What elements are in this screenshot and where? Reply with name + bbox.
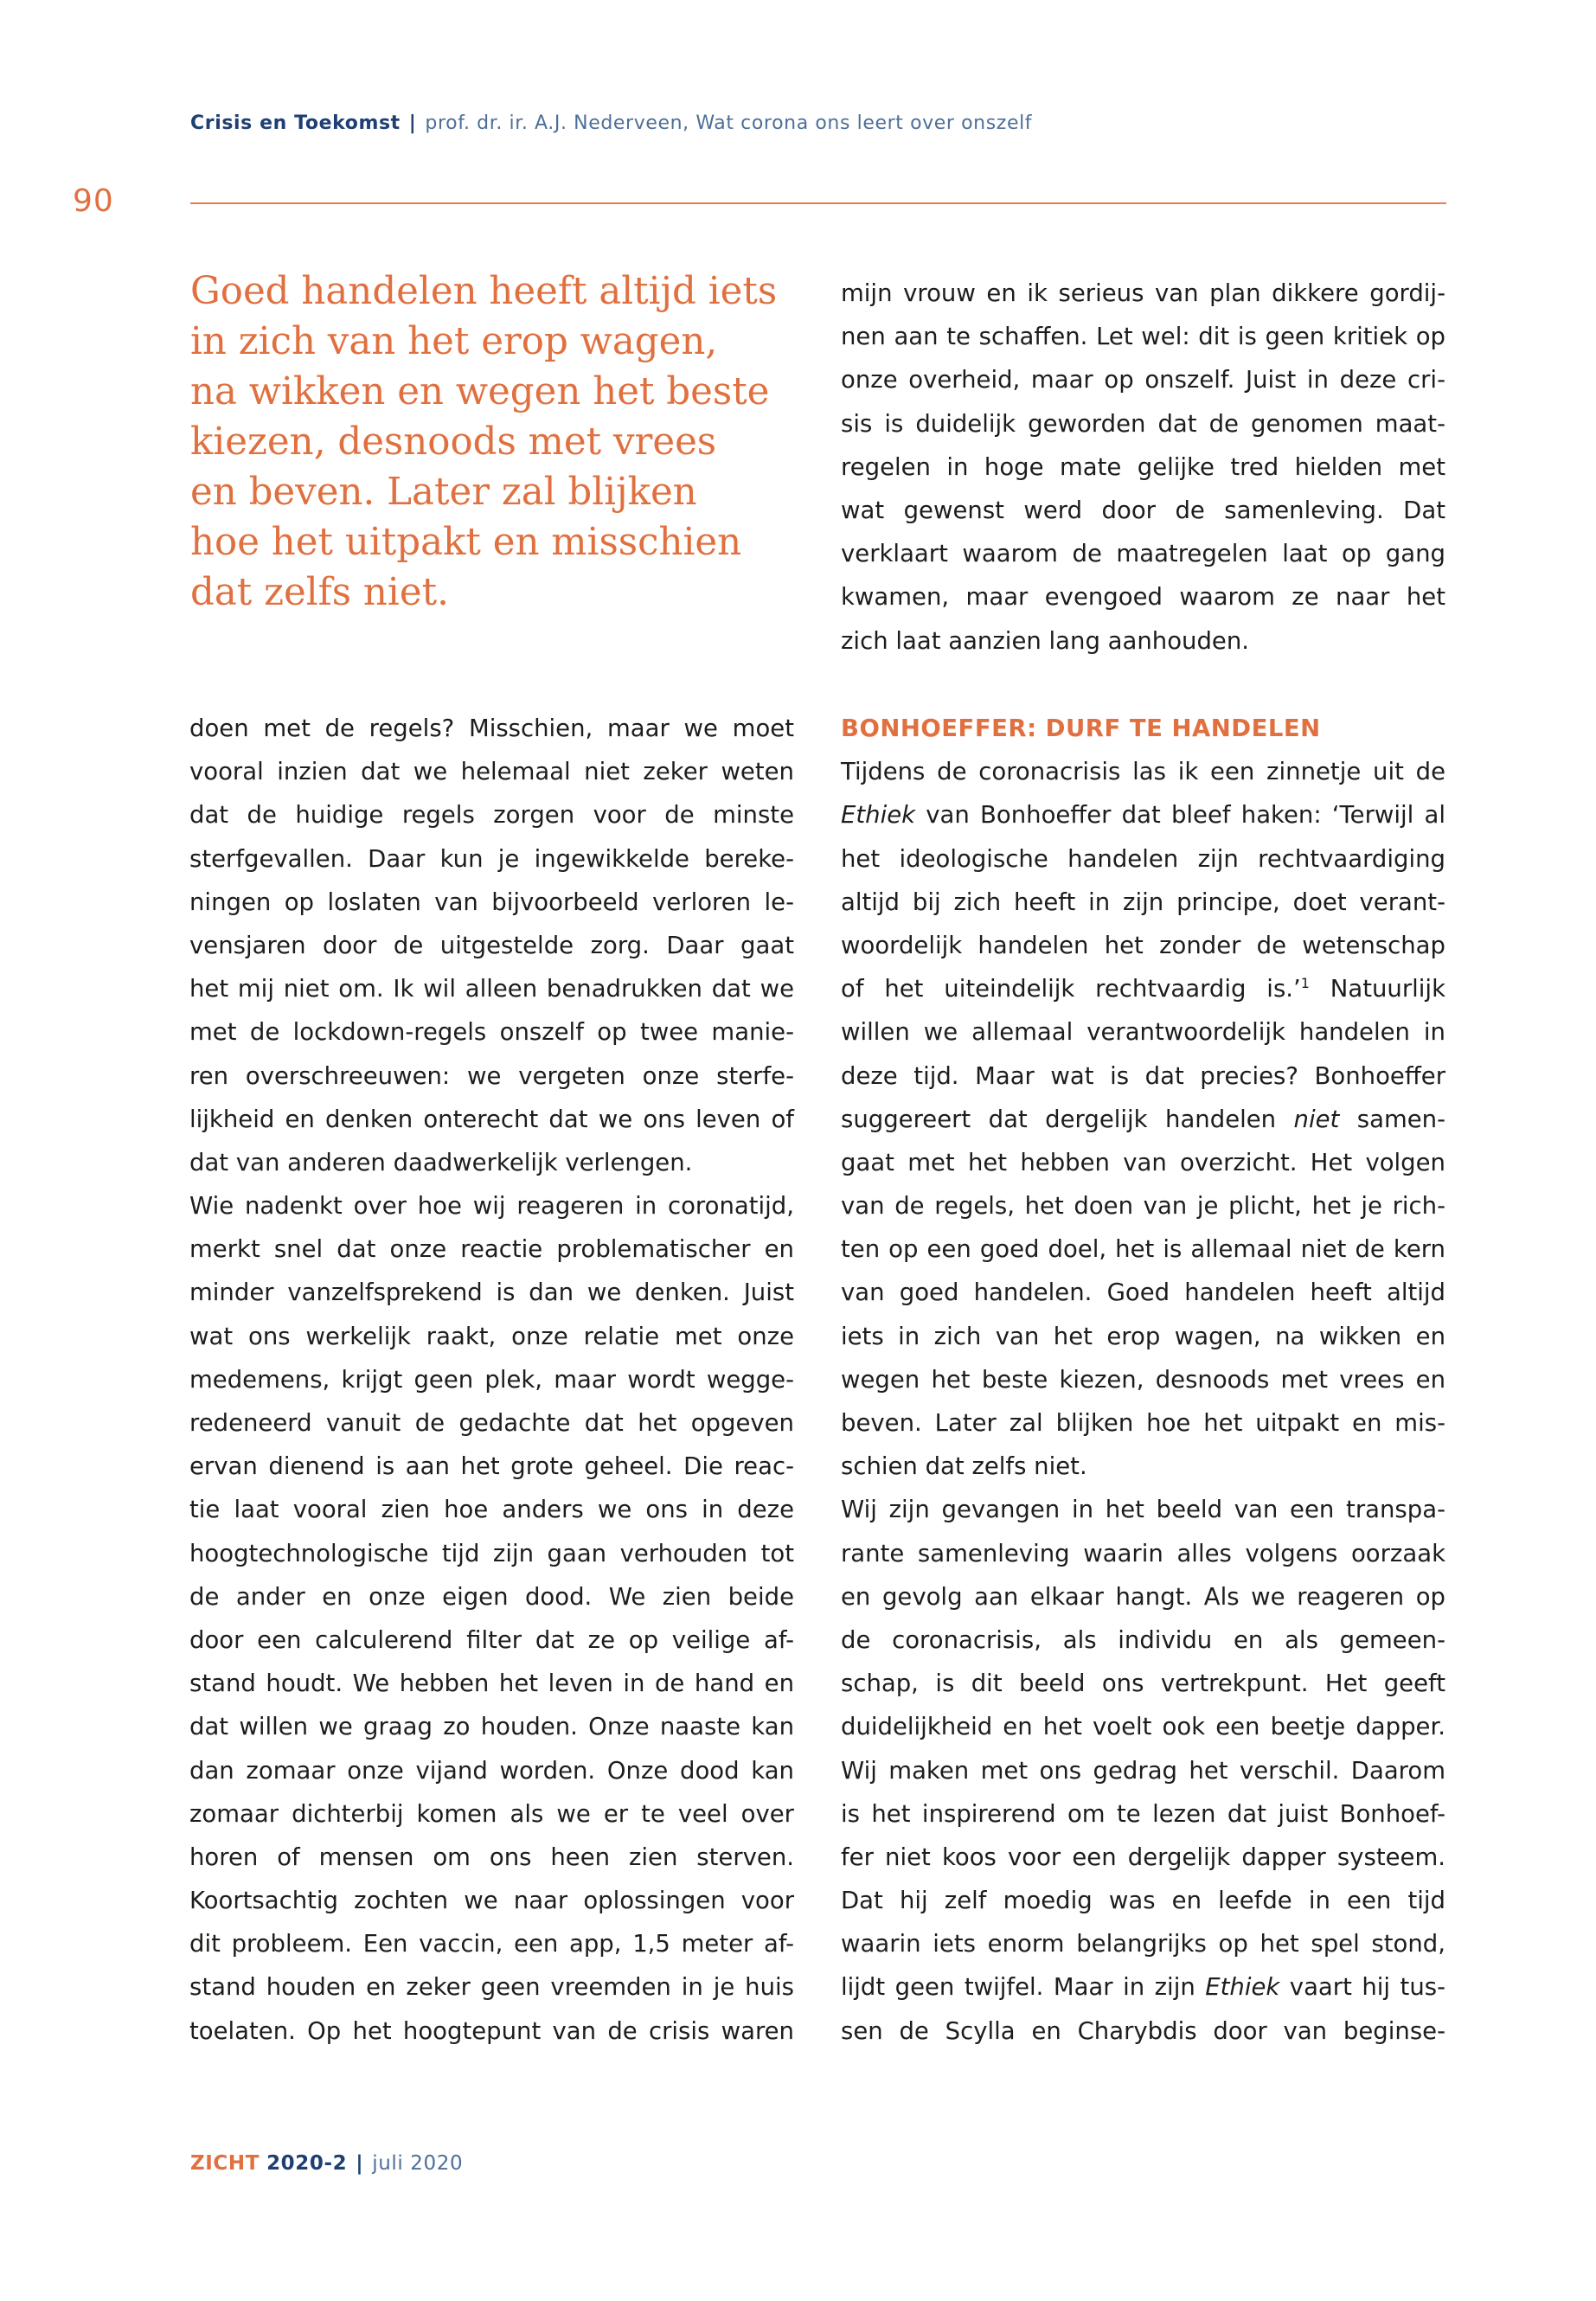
page-footer <box>190 2152 463 2175</box>
text-line: ren overschreeuwen: we vergeten onze sterfe- <box>189 1061 794 1090</box>
section-heading: BONHOEFFER: DURF TE HANDELEN <box>841 715 1321 742</box>
text-line: onze overheid, maar op onszelf. Juist in deze cri- <box>841 366 1445 394</box>
text-line: vensjaren door de uitgestelde zorg. Daar gaat <box>189 931 794 959</box>
text-line: en gevolg aan elkaar hangt. Als we reageren op <box>841 1582 1445 1611</box>
text-line: door een calculerend filter dat ze op veilige af- <box>189 1625 794 1654</box>
text-line: het ideologische handelen zijn rechtvaardiging <box>841 844 1445 873</box>
text-line: dan zomaar onze vijand worden. Onze dood kan <box>189 1756 794 1785</box>
pull-quote-line: in zich van het erop wagen, <box>190 320 718 363</box>
pull-quote-line: en beven. Later zal blijken <box>190 471 697 514</box>
text-line: ervan dienend is aan het grote geheel. Die reac- <box>189 1452 794 1481</box>
text-line: tie laat vooral zien hoe anders we ons in deze <box>189 1496 794 1524</box>
text-line: van goed handelen. Goed handelen heeft altijd <box>841 1279 1445 1307</box>
text-line: stand houden en zeker geen vreemden in je huis <box>189 1973 794 2002</box>
text-line: minder vanzelfsprekend is dan we denken. Juist <box>189 1279 794 1307</box>
text-line: deze tijd. Maar wat is dat precies? Bonhoeffer <box>841 1061 1445 1090</box>
text-line: het mij niet om. Ik wil alleen benadrukken dat we <box>189 975 794 1003</box>
left-column-body <box>189 707 794 2053</box>
text-line: de coronacrisis, als individu en als gemeen- <box>841 1625 1445 1654</box>
text-line: Wij maken met ons gedrag het verschil. Daarom <box>841 1756 1445 1785</box>
text-line: is het inspirerend om te lezen dat juist Bonhoef- <box>841 1799 1445 1828</box>
text-line: Tijdens de coronacrisis las ik een zinnetje uit de <box>841 758 1445 786</box>
text-line: redeneerd vanuit de gedachte dat het opgeven <box>189 1409 794 1437</box>
text-line: ningen op loslaten van bijvoorbeeld verloren le- <box>189 888 794 916</box>
text-line: wegen het beste kiezen, desnoods met vrees en <box>841 1365 1445 1394</box>
pull-quote-line: kiezen, desnoods met vrees <box>190 420 717 464</box>
text-line: horen of mensen om ons heen zien sterven. <box>189 1843 794 1871</box>
running-header <box>190 112 1032 134</box>
pull-quote-line: na wikken en wegen het beste <box>190 370 770 413</box>
series-title: Crisis en Toekomst <box>190 112 401 134</box>
text-line: verklaart waarom de maatregelen laat op gang <box>841 540 1445 568</box>
text-line: zomaar dichterbij komen als we er te veel over <box>189 1799 794 1828</box>
footnote-marker: 1 <box>1300 974 1310 991</box>
article-credit: prof. dr. ir. A.J. Nederveen, Wat corona ons leert over onszelf <box>425 112 1033 134</box>
text-line: schien dat zelfs niet. <box>841 1452 1087 1481</box>
issue-number: 2020-2 <box>266 2152 348 2175</box>
text-line: dat de huidige regels zorgen voor de minste <box>189 801 794 830</box>
text-line: sis is duidelijk geworden dat de genomen maat- <box>841 409 1445 438</box>
header-rule <box>190 202 1446 204</box>
text-line: van de regels, het doen van je plicht, het je rich- <box>841 1192 1445 1221</box>
text-line: wat ons werkelijk raakt, onze relatie met onze <box>189 1322 794 1350</box>
text-line: dat willen we graag zo houden. Onze naaste kan <box>189 1713 794 1741</box>
text-line: lijkheid en denken onterecht dat we ons leven of <box>189 1105 794 1133</box>
text-line: kwamen, maar evengoed waarom ze naar het <box>841 583 1445 612</box>
text-line: doen met de regels? Misschien, maar we moet <box>189 715 794 742</box>
right-column-body <box>841 707 1445 2053</box>
pull-quote <box>190 266 813 618</box>
text-line: woordelijk handelen het zonder de wetenschap <box>841 931 1445 959</box>
pull-quote-line: hoe het uitpakt en misschien <box>190 521 742 564</box>
text-line: dat van anderen daadwerkelijk verlengen. <box>189 1148 693 1176</box>
text-line: stand houdt. We hebben het leven in de hand en <box>189 1670 794 1698</box>
text-line: hoogtechnologische tijd zijn gaan verhouden tot <box>189 1539 794 1567</box>
text-line: iets in zich van het erop wagen, na wikken en <box>841 1322 1445 1350</box>
text-line: suggereert dat dergelijk handelen niet samen- <box>841 1105 1446 1133</box>
header-separator: | <box>408 112 417 134</box>
text-line: altijd bij zich heeft in zijn principe, doet verant- <box>841 888 1445 916</box>
text-line: Ethiek van Bonhoeffer dat bleef haken: ‘Terwijl al <box>841 801 1445 830</box>
text-line: zich laat aanzien lang aanhouden. <box>841 626 1250 655</box>
text-line: merkt snel dat onze reactie problematischer en <box>189 1235 794 1264</box>
text-line: met de lockdown-regels onszelf op twee manie- <box>189 1018 794 1047</box>
text-line: of het uiteindelijk rechtvaardig is.’$^1$ Natuurlijk <box>841 974 1445 1003</box>
text-line: lijdt geen twijfel. Maar in zijn Ethiek vaart hij tus- <box>841 1973 1445 2002</box>
text-line: fer niet koos voor een dergelijk dapper systeem. <box>841 1843 1445 1871</box>
text-line: Wij zijn gevangen in het beeld van een transpa- <box>841 1496 1445 1524</box>
text-line: regelen in hoge mate gelijke tred hielden met <box>841 452 1445 481</box>
text-line: Dat hij zelf moedig was en leefde in een tijd <box>841 1887 1445 1915</box>
italic-title: Ethiek <box>1205 1973 1280 2002</box>
right-column-top-paragraph <box>841 272 1445 663</box>
text-line: gaat met het hebben van overzicht. Het volgen <box>841 1148 1445 1176</box>
italic-emphasis: niet <box>1293 1105 1340 1133</box>
text-line: waarin iets enorm belangrijks op het spel stond, <box>841 1930 1445 1958</box>
text-line: Koortsachtig zochten we naar oplossingen voor <box>189 1887 794 1915</box>
magazine-brand: ZICHT <box>190 2152 260 2175</box>
text-line: wat gewenst werd door de samenleving. Dat <box>841 496 1445 524</box>
italic-title: Ethiek <box>841 801 916 830</box>
pull-quote-line: Goed handelen heeft altijd iets <box>190 270 778 313</box>
text-line: sen de Scylla en Charybdis door van beginse- <box>841 2016 1445 2045</box>
text-line: vooral inzien dat we helemaal niet zeker weten <box>189 758 794 786</box>
issue-date: juli 2020 <box>372 2152 464 2175</box>
page-number: 90 <box>73 183 114 219</box>
text-line: ten op een goed doel, het is allemaal niet de kern <box>841 1235 1445 1264</box>
footer-separator: | <box>356 2152 364 2175</box>
text-line: nen aan te schaffen. Let wel: dit is geen kritiek op <box>841 323 1445 351</box>
text-line: Wie nadenkt over hoe wij reageren in coronatijd, <box>189 1192 794 1221</box>
pull-quote-line: dat zelfs niet. <box>190 571 449 614</box>
text-line: duidelijkheid en het voelt ook een beetje dapper. <box>841 1713 1445 1741</box>
text-line: dit probleem. Een vaccin, een app, 1,5 meter af- <box>189 1930 794 1958</box>
text-line: sterfgevallen. Daar kun je ingewikkelde bereke- <box>189 844 794 873</box>
text-line: schap, is dit beeld ons vertrekpunt. Het geeft <box>841 1670 1445 1698</box>
text-line: rante samenleving waarin alles volgens oorzaak <box>841 1539 1445 1567</box>
text-line: de ander en onze eigen dood. We zien beide <box>189 1582 794 1611</box>
text-line: beven. Later zal blijken hoe het uitpakt en mis- <box>841 1409 1445 1437</box>
text-line: willen we allemaal verantwoordelijk handelen in <box>841 1018 1445 1047</box>
text-line: toelaten. Op het hoogtepunt van de crisis waren <box>189 2016 794 2045</box>
text-line: mijn vrouw en ik serieus van plan dikkere gordij- <box>841 279 1445 307</box>
text-line: medemens, krijgt geen plek, maar wordt wegge- <box>189 1365 794 1394</box>
